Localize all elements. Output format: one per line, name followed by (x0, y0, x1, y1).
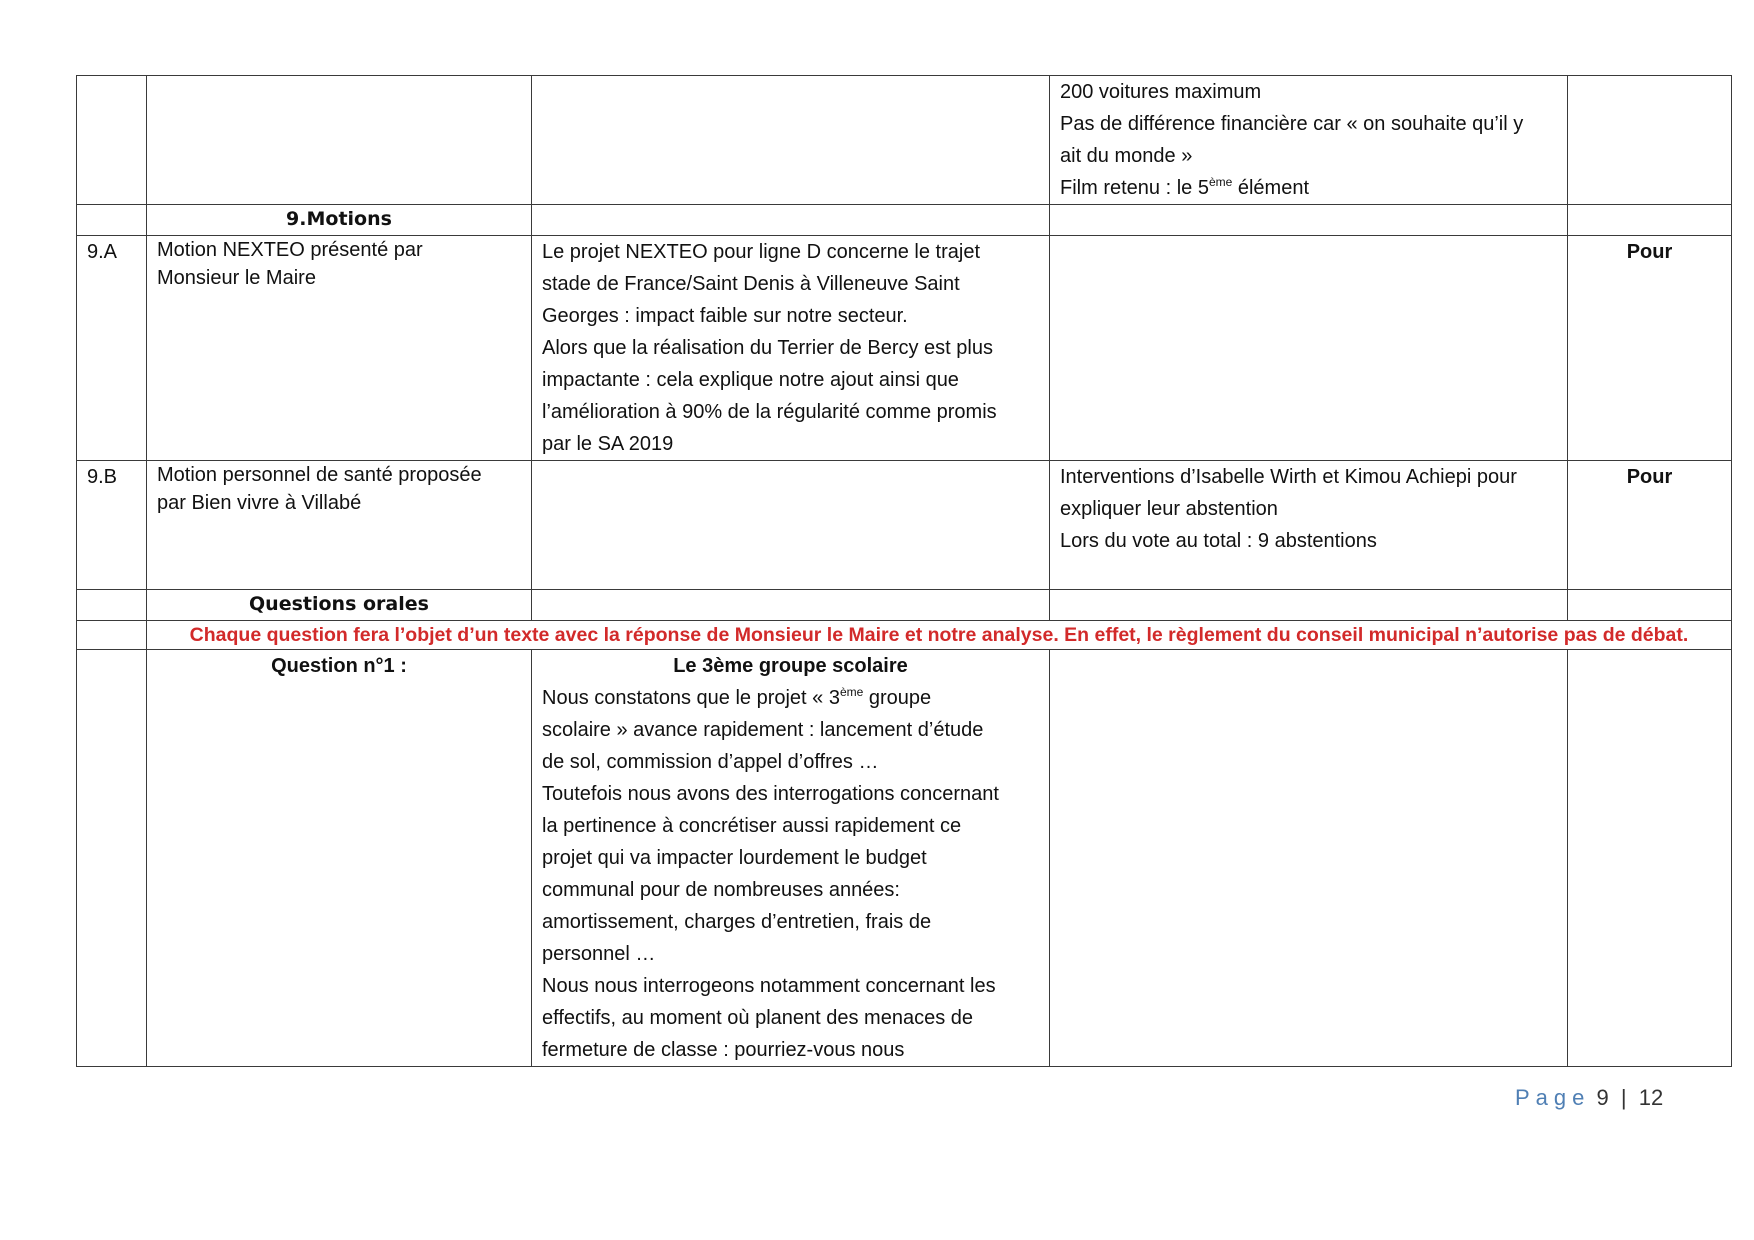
minutes-table (76, 75, 1732, 1067)
section-row-motions (77, 205, 1732, 236)
section-title-motions: 9.Motions (147, 205, 532, 236)
question-text: Le 3ème groupe scolaire Nous constatons que le projet « 3ème groupe scolaire » avance rapidement : lancement d’étude de sol, commission d’appel d’offres … Toutefois nous avons des interrogations concernant la pertinence à concrétiser aussi rapidement ce projet qui va impacter lourdement le budget communal pour de nombreuses années: amortissement, charges d’entretien, frais de personnel … Nous nous interrogeons notamment concernant les effectifs, au moment où planent des menaces de fermeture de classe : pourriez-vous nous (532, 650, 1050, 1067)
page-footer (1515, 1085, 1663, 1111)
table-row-9b (77, 461, 1732, 590)
notes-cell: Interventions d’Isabelle Wirth et Kimou Achiepi pour expliquer leur abstention Lors du vote au total : 9 abstentions (1050, 461, 1568, 590)
table-row-9a (77, 236, 1732, 461)
notes-cell: 200 voitures maximum Pas de différence financière car « on souhaite qu’il y ait du monde » Film retenu : le 5ème élément (1050, 76, 1568, 205)
vote-value: Pour (1568, 461, 1732, 590)
table-row (77, 76, 1732, 205)
item-number: 9.B (77, 461, 147, 590)
page-separator: | (1620, 1085, 1627, 1110)
vote-value: Pour (1568, 236, 1732, 461)
page-number: 9 (1596, 1085, 1609, 1110)
section-row-questions (77, 590, 1732, 621)
question-heading: Le 3ème groupe scolaire (673, 655, 908, 677)
item-title: Motion NEXTEO présenté par Monsieur le Maire (147, 236, 532, 461)
table-row-question-1 (77, 650, 1732, 1067)
item-number: 9.A (77, 236, 147, 461)
item-description: Le projet NEXTEO pour ligne D concerne le trajet stade de France/Saint Denis à Villeneuve Saint Georges : impact faible sur notre secteur. Alors que la réalisation du Terrier de Bercy est plus impactante : cela explique notre ajout ainsi que l’amélioration à 90% de la régularité comme promis par le SA 2019 (532, 236, 1050, 461)
page-total: 12 (1638, 1085, 1664, 1110)
notice-row (77, 621, 1732, 650)
section-title-questions: Questions orales (147, 590, 532, 621)
item-title: Motion personnel de santé proposée par Bien vivre à Villabé (147, 461, 532, 590)
notice-text: Chaque question fera l’objet d’un texte avec la réponse de Monsieur le Maire et notre analyse. En effet, le règlement du conseil municipal n’autorise pas de débat. (147, 621, 1732, 650)
question-label: Question n°1 : (147, 650, 532, 1067)
page-label: Page (1515, 1085, 1591, 1110)
